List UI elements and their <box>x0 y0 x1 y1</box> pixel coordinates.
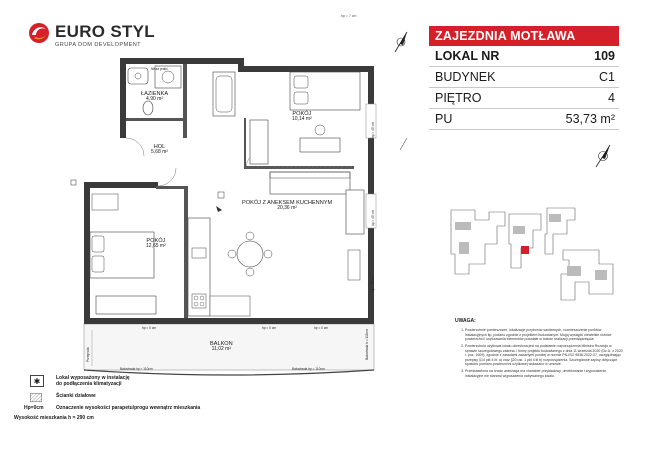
threshold-label-2: hp = 0 cm <box>262 326 277 330</box>
sill-height-label-1: hp = 45 cm <box>371 122 375 138</box>
info-row-building <box>429 67 619 88</box>
threshold-label-1: hp = 0 cm <box>142 326 157 330</box>
info-row-key: PIĘTRO <box>435 91 482 105</box>
legend-height-text: Wysokość mieszkania h = 290 cm <box>14 415 94 421</box>
legend-hp <box>20 405 320 415</box>
threshold-label-3: hp = 0 cm <box>314 326 329 330</box>
legend-hp-code: Hp=0cm <box>24 405 44 411</box>
room-balcony-area: 11,02 m² <box>211 346 232 353</box>
legend-hp-text: Oznaczenie wysokości parapetu/progu wewnątrz mieszkania <box>56 405 201 411</box>
info-row-key: PU <box>435 112 453 126</box>
partition-label: Przegroda <box>86 347 90 362</box>
logo-subtitle: GRUPA DOM DEVELOPMENT <box>55 42 141 48</box>
note-item: 2. Powierzchnia użytkowa lokalu określona jest na podstawie rozporządzenia Ministra Rozwoju w sprawie szczegółowego zakresu i formy projektu budowlanego z dnia 11 września 2020 (Dz.U. z 2020 r. poz. 1609), zgodnie z zasadami zawartymi poniżej w normie PN-ISO 9836:2022-07, uwzględniając przepisy §14 pkt 4 lit. a) oraz §20 ust. 1 pkt 4 lit b) rozporządzenia. Szczegółowe zapisy dotyczące sposobu pomiaru powierzchni użytkowej wskazano w umowie. <box>465 344 623 367</box>
room-hall-label <box>151 144 168 156</box>
room-bathroom-label <box>141 91 168 103</box>
north-arrow-icon <box>593 143 613 169</box>
notes-list <box>455 328 623 378</box>
logo-name: EURO STYL <box>55 22 155 41</box>
room-balcony-name: BALKON <box>210 341 233 347</box>
room-living-area: 20,36 m² <box>277 205 297 212</box>
info-row-value: 109 <box>594 49 615 63</box>
info-row-area <box>429 109 619 130</box>
room-hall-name: HOL <box>153 144 166 150</box>
info-row-key: LOKAL NR <box>435 49 500 63</box>
sill-height-label-2: hp = 45 cm <box>371 210 375 226</box>
ac-asterisk-icon: ✱ <box>30 375 44 387</box>
info-row-key: BUDYNEK <box>435 70 496 84</box>
notes-section <box>455 318 623 381</box>
room-bedroom2-name: POKÓJ <box>146 238 166 244</box>
room-bedroom1-area: 10,14 m² <box>292 116 312 123</box>
unit-location-marker <box>521 246 529 254</box>
balustrade-label-2: Balustrada hp = 110cm <box>292 367 325 371</box>
info-row-value: 4 <box>608 91 615 105</box>
legend-walls <box>20 391 320 405</box>
room-bedroom2-label <box>146 238 166 250</box>
room-bathroom-name: ŁAZIENKA <box>141 91 169 97</box>
info-row-floor <box>429 88 619 109</box>
balustrade-label-1: Balustrada hp = 110cm <box>120 367 153 371</box>
room-living-name: POKÓJ Z ANEKSEM KUCHENNYM <box>242 200 333 206</box>
site-plan <box>449 204 619 304</box>
room-balcony-label <box>210 341 233 353</box>
sill-height-label-3: hp = 45 cm <box>371 276 375 292</box>
info-row-value: 53,73 m² <box>565 112 615 126</box>
info-row-value: C1 <box>599 70 615 84</box>
legend-height <box>14 415 320 425</box>
note-item: 3. Przedstawiona na rzucie aranżacja ma charakter przykładowy, umeblowanie i wyposażenie instalacyjne nie stanowi wyposażenia nabywanego lokalu. <box>465 369 623 378</box>
wash-niche-label: Nisza pralki <box>151 67 168 71</box>
balustrade-vertical-label: Balustrada h = 110cm <box>365 329 369 360</box>
legend-walls-text: Ścianki działowe <box>56 393 96 399</box>
apartment-info-panel <box>429 26 619 130</box>
info-row-unit <box>429 46 619 67</box>
note-item: 1. Powierzchnie pomieszczeń, lokalizacje przyborów sanitarnych, rozmieszczenie punktów instalacyjnych itp. podano zgodnie z projektem budowlanym. Mogą wystąpić niewielkie różnice powierzchni i usytuowania elementów powstałe w trakcie realizacji przedsięwzięcia. <box>465 328 623 342</box>
room-bedroom1-name: POKÓJ <box>292 111 312 117</box>
top-note: hp = 7 cm <box>341 14 357 18</box>
room-bedroom2-area: 12,65 m² <box>146 243 166 250</box>
hatched-wall-icon <box>30 393 42 402</box>
room-hall-area: 5,68 m² <box>151 149 168 156</box>
investment-title: ZAJEZDNIA MOTŁAWA <box>429 26 619 46</box>
legend-ac-text: Lokal wyposażony w instalację do podłączenia klimatyzacji <box>56 375 130 387</box>
room-bedroom1-label <box>292 111 312 123</box>
legend-ac <box>20 373 320 391</box>
room-bathroom-area: 4,90 m² <box>146 96 163 103</box>
notes-title: UWAGA: <box>455 318 476 324</box>
room-living-label <box>242 200 332 212</box>
legend <box>14 373 320 425</box>
